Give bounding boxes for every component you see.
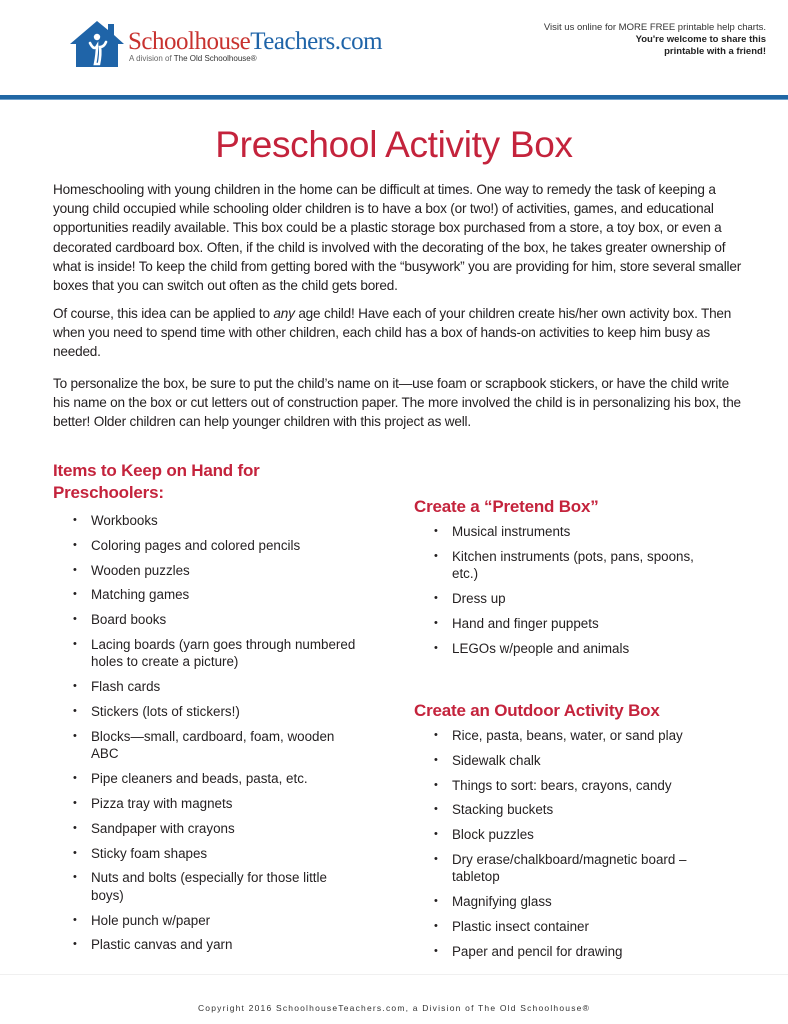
list-item: • Sticky foam shapes	[73, 845, 363, 863]
list-item: • Dry erase/chalkboard/magnetic board – tabletop	[434, 851, 692, 886]
list-item: • Rice, pasta, beans, water, or sand play	[434, 727, 734, 745]
outdoor-box-list	[434, 727, 734, 968]
list-item: • Stickers (lots of stickers!)	[73, 703, 363, 721]
list-item: • Magnifying glass	[434, 893, 734, 911]
list-item: • Plastic canvas and yarn	[73, 936, 363, 954]
list-item: • Sidewalk chalk	[434, 752, 734, 770]
list-item: • LEGOs w/people and animals	[434, 640, 704, 658]
list-item: • Things to sort: bears, crayons, candy	[434, 777, 734, 795]
list-item: • Pipe cleaners and beads, pasta, etc.	[73, 770, 363, 788]
list-item: • Sandpaper with crayons	[73, 820, 363, 838]
any-age-paragraph: Of course, this idea can be applied to any age child! Have each of your children create his/her own activity box. Then when you need to spend time with other children, each child has a box of hands-on activities to keep him busy as needed.	[53, 306, 732, 360]
brand-subtitle: A division of The Old Schoolhouse®	[129, 54, 257, 63]
list-item: • Hand and finger puppets	[434, 615, 704, 633]
house-child-icon	[70, 20, 124, 68]
list-item: • Wooden puzzles	[73, 562, 363, 580]
list-item: • Board books	[73, 611, 363, 629]
list-item: • Paper and pencil for drawing	[434, 943, 734, 961]
intro-paragraph: Homeschooling with young children in the home can be difficult at times. One way to remedy the task of keeping a young child occupied while schooling older children is to have a box (or two!) of activities, games, and educational opportunities readily available. This box could be a plastic storage box purchased from a store, a toy box, or even a decorated cardboard box. Often, if the child is involved with the decorating of the box, he takes greater ownership of what is inside! To keep the child from getting bored with the “busywork” you are providing for him, store several smaller boxes that you can switch out often as the child gets bored.	[53, 182, 742, 294]
page-title: Preschool Activity Box	[215, 124, 573, 165]
personalize-paragraph: To personalize the box, be sure to put the child’s name on it—use foam or scrapbook stickers, or have the child write his name on the box or cut letters out of construction paper. The more involved the child is in personalizing his box, the better! Older children can help younger children with this project as well.	[53, 376, 741, 430]
pretend-box-list	[434, 523, 704, 664]
list-item: • Blocks—small, cardboard, foam, wooden ABC	[73, 728, 363, 763]
header-tagline	[544, 22, 766, 58]
brand-name: SchoolhouseTeachers.com	[128, 28, 383, 55]
tagline-line-1: Visit us online for MORE FREE printable help charts.	[543, 22, 766, 33]
tagline-line-3: printable with a friend!	[664, 46, 766, 57]
list-item: • Musical instruments	[434, 523, 704, 541]
section-heading-outdoor-box: Create an Outdoor Activity Box	[414, 701, 660, 720]
list-item: • Lacing boards (yarn goes through numbered holes to create a picture)	[73, 636, 363, 671]
list-item: • Stacking buckets	[434, 801, 734, 819]
page-header	[0, 0, 788, 94]
footer-divider	[0, 974, 788, 975]
list-item: • Block puzzles	[434, 826, 734, 844]
list-item: • Hole punch w/paper	[73, 912, 363, 930]
list-item: • Dress up	[434, 590, 704, 608]
list-item: • Flash cards	[73, 678, 363, 696]
list-item: • Kitchen instruments (pots, pans, spoons, etc.)	[434, 548, 704, 583]
list-item: • Plastic insect container	[434, 918, 734, 936]
items-list	[73, 512, 363, 961]
brand-logo	[70, 20, 382, 68]
copyright-footer: Copyright 2016 SchoolhouseTeachers.com, a Division of The Old Schoolhouse®	[197, 1003, 591, 1013]
list-item: • Nuts and bolts (especially for those little boys)	[73, 869, 363, 904]
section-heading-items: Items to Keep on Hand for Preschoolers:	[53, 461, 260, 502]
list-item: • Matching games	[73, 586, 363, 604]
list-item: • Pizza tray with magnets	[73, 795, 363, 813]
section-heading-pretend-box: Create a “Pretend Box”	[414, 497, 599, 516]
list-item: • Coloring pages and colored pencils	[73, 537, 363, 555]
tagline-line-2: You're welcome to share this	[635, 34, 766, 45]
header-divider	[0, 95, 788, 100]
list-item: • Workbooks	[73, 512, 363, 530]
